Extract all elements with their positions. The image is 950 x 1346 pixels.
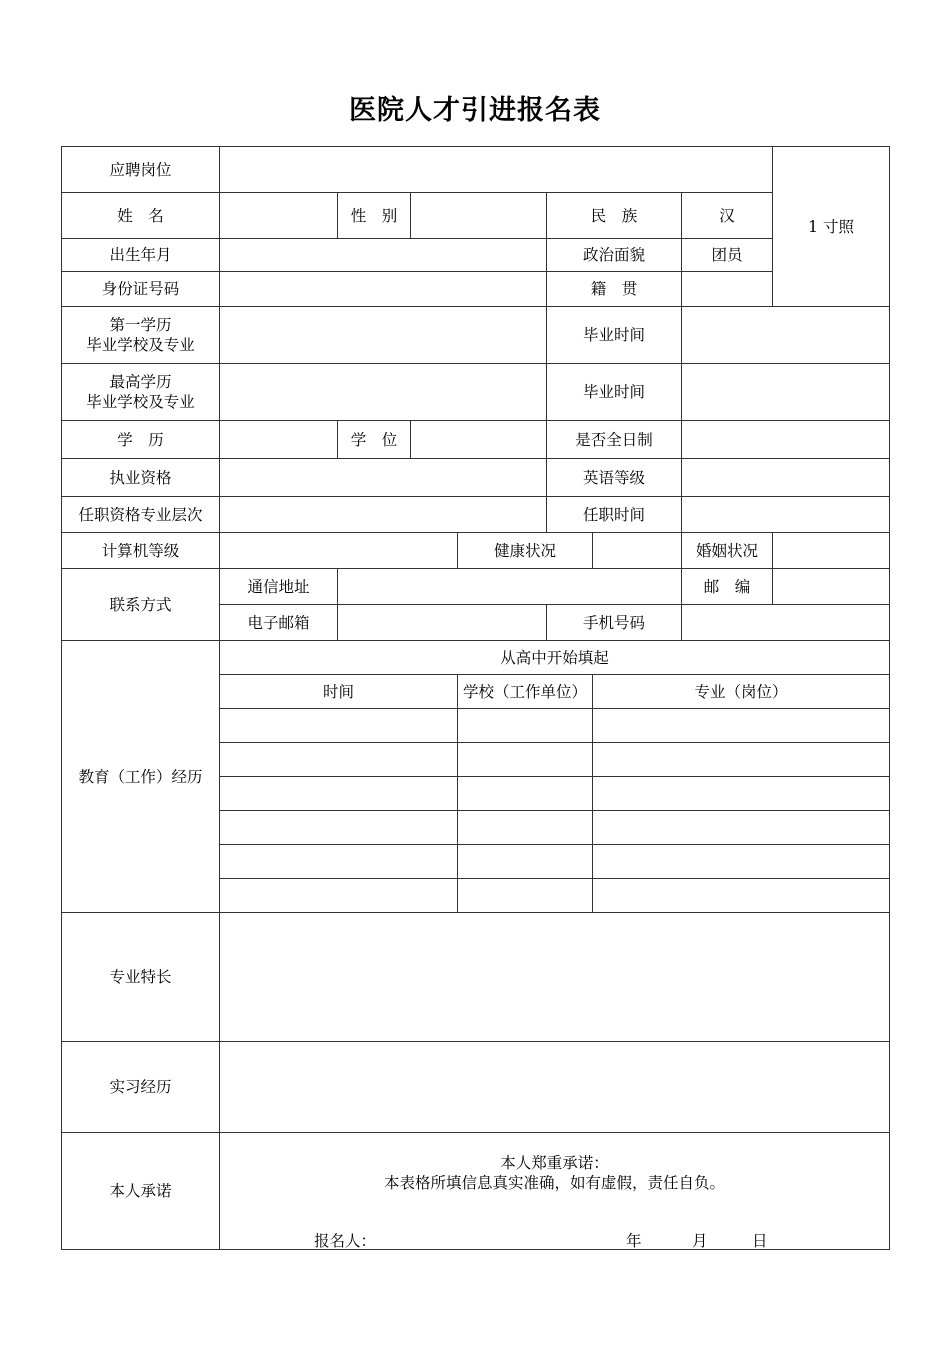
date-day-label: 日 bbox=[752, 1232, 768, 1250]
label-highest-degree bbox=[62, 364, 220, 421]
exp-time-cell[interactable] bbox=[220, 845, 458, 879]
field-position[interactable] bbox=[220, 147, 773, 193]
pledge-line-1: 本人郑重承诺： bbox=[500, 1154, 609, 1172]
label-grad-time-2: 毕业时间 bbox=[547, 364, 682, 421]
field-email[interactable] bbox=[338, 605, 547, 641]
label-political: 政治面貌 bbox=[547, 239, 682, 272]
field-full-time[interactable] bbox=[682, 421, 890, 459]
field-degree[interactable] bbox=[411, 421, 547, 459]
field-highest-degree[interactable] bbox=[220, 364, 547, 421]
field-name[interactable] bbox=[220, 193, 338, 239]
exp-school-cell[interactable] bbox=[458, 709, 593, 743]
label-contact: 联系方式 bbox=[62, 569, 220, 641]
label-title-level: 任职资格专业层次 bbox=[62, 497, 220, 533]
experience-note: 从高中开始填起 bbox=[220, 641, 890, 675]
col-header-school: 学校（工作单位） bbox=[458, 675, 593, 709]
label-english: 英语等级 bbox=[547, 459, 682, 497]
exp-time-cell[interactable] bbox=[220, 879, 458, 913]
field-grad-time-2[interactable] bbox=[682, 364, 890, 421]
field-ethnicity[interactable]: 汉 bbox=[682, 193, 773, 239]
field-internship[interactable] bbox=[220, 1042, 890, 1133]
label-education: 学 历 bbox=[62, 421, 220, 459]
label-postcode: 邮 编 bbox=[682, 569, 773, 605]
exp-major-cell[interactable] bbox=[593, 777, 890, 811]
label-first-degree bbox=[62, 307, 220, 364]
field-postcode[interactable] bbox=[773, 569, 890, 605]
registration-form-table bbox=[61, 146, 890, 1250]
field-license[interactable] bbox=[220, 459, 547, 497]
field-grad-time-1[interactable] bbox=[682, 307, 890, 364]
exp-school-cell[interactable] bbox=[458, 777, 593, 811]
field-native-place[interactable] bbox=[682, 272, 773, 307]
date-year-label: 年 bbox=[626, 1232, 642, 1250]
field-title-time[interactable] bbox=[682, 497, 890, 533]
exp-school-cell[interactable] bbox=[458, 879, 593, 913]
exp-time-cell[interactable] bbox=[220, 743, 458, 777]
label-email: 电子邮箱 bbox=[220, 605, 338, 641]
label-computer: 计算机等级 bbox=[62, 533, 220, 569]
label-highest-degree-line2: 毕业学校及专业 bbox=[86, 393, 195, 411]
field-specialty[interactable] bbox=[220, 913, 890, 1042]
exp-major-cell[interactable] bbox=[593, 879, 890, 913]
col-header-major: 专业（岗位） bbox=[593, 675, 890, 709]
label-pledge: 本人承诺 bbox=[62, 1133, 220, 1250]
field-marital[interactable] bbox=[773, 533, 890, 569]
field-computer[interactable] bbox=[220, 533, 458, 569]
label-grad-time-1: 毕业时间 bbox=[547, 307, 682, 364]
label-phone: 手机号码 bbox=[547, 605, 682, 641]
label-title-time: 任职时间 bbox=[547, 497, 682, 533]
label-highest-degree-line1: 最高学历 bbox=[109, 373, 172, 391]
label-first-degree-line1: 第一学历 bbox=[109, 316, 172, 334]
field-title-level[interactable] bbox=[220, 497, 547, 533]
exp-major-cell[interactable] bbox=[593, 811, 890, 845]
label-internship: 实习经历 bbox=[62, 1042, 220, 1133]
exp-time-cell[interactable] bbox=[220, 777, 458, 811]
form-title: 医院人才引进报名表 bbox=[349, 95, 601, 126]
label-license: 执业资格 bbox=[62, 459, 220, 497]
label-health: 健康状况 bbox=[458, 533, 593, 569]
photo-box[interactable]: 1 寸照 bbox=[773, 147, 890, 307]
label-address: 通信地址 bbox=[220, 569, 338, 605]
field-address[interactable] bbox=[338, 569, 682, 605]
label-specialty: 专业特长 bbox=[62, 913, 220, 1042]
field-birth[interactable] bbox=[220, 239, 547, 272]
field-first-degree[interactable] bbox=[220, 307, 547, 364]
field-phone[interactable] bbox=[682, 605, 890, 641]
label-native-place: 籍 贯 bbox=[547, 272, 682, 307]
field-political[interactable]: 团员 bbox=[682, 239, 773, 272]
label-ethnicity: 民 族 bbox=[547, 193, 682, 239]
exp-major-cell[interactable] bbox=[593, 709, 890, 743]
label-experience: 教育（工作）经历 bbox=[62, 641, 220, 913]
field-id-number[interactable] bbox=[220, 272, 547, 307]
label-degree: 学 位 bbox=[338, 421, 411, 459]
exp-school-cell[interactable] bbox=[458, 811, 593, 845]
label-gender: 性 别 bbox=[338, 193, 411, 239]
pledge-line-2: 本表格所填信息真实准确，如有虚假，责任自负。 bbox=[384, 1174, 726, 1192]
col-header-time: 时间 bbox=[220, 675, 458, 709]
field-english[interactable] bbox=[682, 459, 890, 497]
exp-major-cell[interactable] bbox=[593, 845, 890, 879]
label-birth: 出生年月 bbox=[62, 239, 220, 272]
field-health[interactable] bbox=[593, 533, 682, 569]
field-education[interactable] bbox=[220, 421, 338, 459]
field-gender[interactable] bbox=[411, 193, 547, 239]
exp-school-cell[interactable] bbox=[458, 845, 593, 879]
exp-time-cell[interactable] bbox=[220, 811, 458, 845]
signature-row bbox=[230, 1231, 890, 1250]
date-month-label: 月 bbox=[692, 1232, 708, 1250]
label-id-number: 身份证号码 bbox=[62, 272, 220, 307]
label-full-time: 是否全日制 bbox=[547, 421, 682, 459]
label-marital: 婚姻状况 bbox=[682, 533, 773, 569]
label-position: 应聘岗位 bbox=[62, 147, 220, 193]
exp-major-cell[interactable] bbox=[593, 743, 890, 777]
label-name: 姓 名 bbox=[62, 193, 220, 239]
exp-school-cell[interactable] bbox=[458, 743, 593, 777]
signer-label[interactable]: 报名人： bbox=[314, 1232, 377, 1250]
pledge-cell bbox=[220, 1133, 890, 1250]
label-first-degree-line2: 毕业学校及专业 bbox=[86, 336, 195, 354]
exp-time-cell[interactable] bbox=[220, 709, 458, 743]
